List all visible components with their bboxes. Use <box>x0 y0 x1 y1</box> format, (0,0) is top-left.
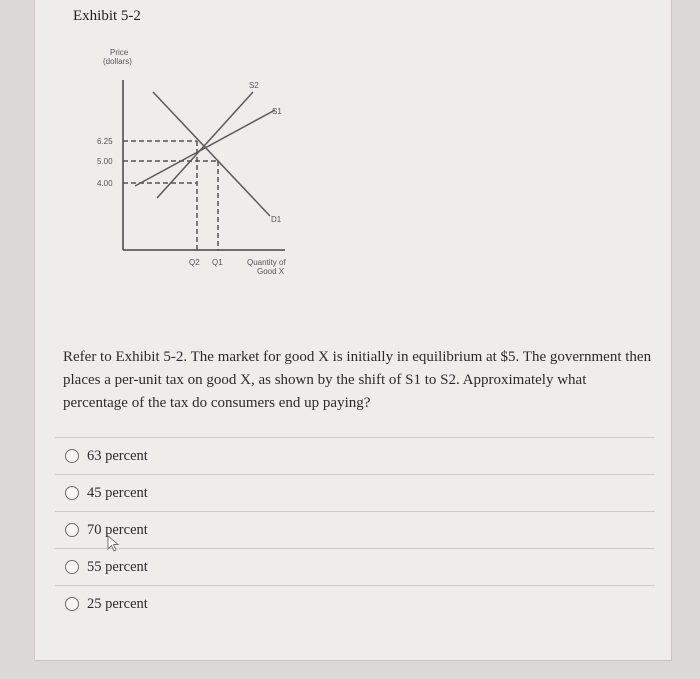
x-axis-label-line2: Good X <box>257 267 285 276</box>
radio-button[interactable] <box>65 486 79 500</box>
supply-demand-graph <box>65 40 325 290</box>
option-label: 70 percent <box>87 521 148 538</box>
answer-options <box>55 437 655 622</box>
option-label: 55 percent <box>87 558 148 575</box>
x-tick-q1: Q1 <box>212 258 223 267</box>
label-s1: S1 <box>272 107 282 116</box>
y-tick-4-00: 4.00 <box>97 179 113 188</box>
demand-curve-d1 <box>153 92 270 216</box>
y-tick-5-00: 5.00 <box>97 157 113 166</box>
option-label: 63 percent <box>87 447 148 464</box>
y-axis-label-line2: (dollars) <box>103 57 132 66</box>
option-45-percent[interactable] <box>55 475 655 511</box>
option-55-percent[interactable] <box>55 549 655 585</box>
y-tick-6-25: 6.25 <box>97 137 113 146</box>
supply-curve-s1 <box>135 110 275 186</box>
option-63-percent[interactable] <box>55 438 655 474</box>
radio-button[interactable] <box>65 560 79 574</box>
x-tick-q2: Q2 <box>189 258 200 267</box>
option-70-percent[interactable] <box>55 512 655 548</box>
option-label: 25 percent <box>87 595 148 612</box>
question-text: Refer to Exhibit 5-2. The market for good X is initially in equilibrium at $5. The government then places a per-unit tax on good X, as shown by the shift of S1 to S2. Approximately what percentage of the tax do consumers end up paying? <box>63 349 652 411</box>
radio-button[interactable] <box>65 449 79 463</box>
y-axis-label-line1: Price <box>110 48 129 57</box>
exhibit-title: Exhibit 5-2 <box>73 8 141 24</box>
mouse-pointer-icon <box>107 535 121 553</box>
label-s2: S2 <box>249 81 259 90</box>
x-axis-label-line1: Quantity of <box>247 258 286 267</box>
radio-button[interactable] <box>65 523 79 537</box>
exhibit-page <box>34 0 672 661</box>
option-label: 45 percent <box>87 484 148 501</box>
option-25-percent[interactable] <box>55 586 655 622</box>
label-d1: D1 <box>271 215 282 224</box>
radio-button[interactable] <box>65 597 79 611</box>
